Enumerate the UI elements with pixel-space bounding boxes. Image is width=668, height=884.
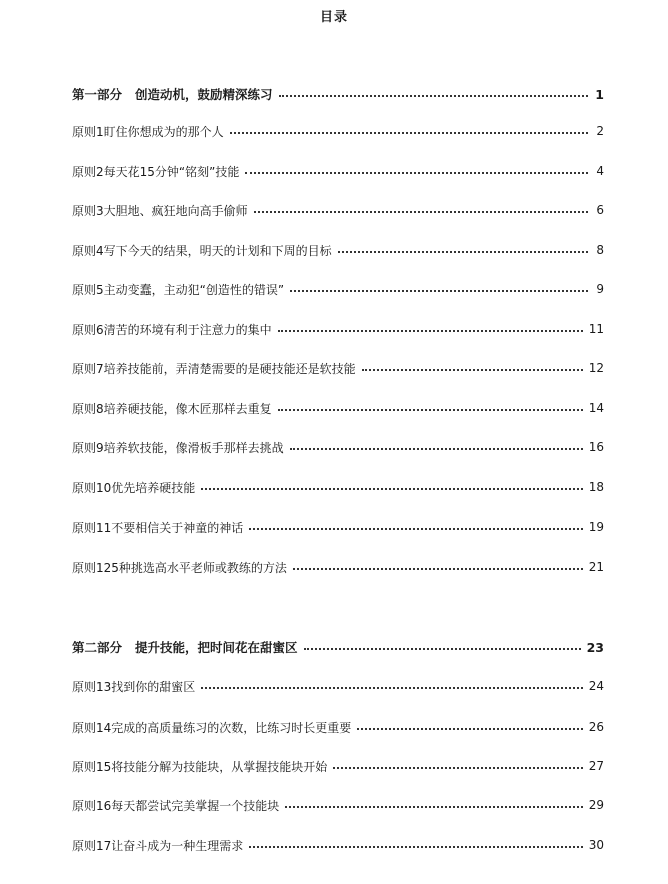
dot-leader [230, 131, 588, 134]
toc-title: 目录 [319, 10, 348, 25]
toc-entry[interactable] [72, 835, 604, 855]
toc-entry-label: 原则1盯住你想成为的那个人 [72, 124, 224, 139]
dot-leader [278, 329, 583, 332]
toc-page-number: 30 [588, 838, 604, 852]
toc-page-number: 12 [588, 361, 604, 375]
dot-leader [293, 567, 583, 570]
toc-entry-label: 原则14完成的高质量练习的次数，比练习时长更重要 [72, 720, 352, 735]
toc-entry-label: 原则17让奋斗成为一种生理需求 [72, 838, 244, 853]
dot-leader [201, 487, 582, 490]
toc-entry-label: 原则9培养软技能，像滑板手那样去挑战 [72, 440, 284, 455]
toc-entry-label: 原则2每天花15分钟“铭刻”技能 [72, 164, 240, 179]
dot-leader [290, 447, 583, 450]
toc-entry[interactable] [72, 756, 604, 776]
dot-leader [245, 171, 588, 174]
dot-leader [279, 94, 588, 97]
dot-leader [338, 250, 588, 253]
toc-page-number: 27 [588, 759, 604, 773]
dot-leader [304, 647, 581, 650]
toc-entry[interactable] [72, 795, 604, 815]
toc-page-number: 18 [588, 480, 604, 494]
toc-entry-label: 第二部分 提升技能，把时间花在甜蜜区 [72, 640, 298, 655]
toc-entry-label: 原则6清苦的环境有利于注意力的集中 [72, 322, 272, 337]
toc-page-number: 21 [588, 560, 604, 574]
toc-entry[interactable] [72, 517, 604, 537]
toc-page-number: 4 [596, 164, 604, 178]
dot-leader [278, 408, 583, 411]
toc-entry-label: 原则11不要相信关于神童的神话 [72, 520, 244, 535]
toc-page-number: 6 [596, 203, 604, 217]
toc-page-number: 8 [596, 243, 604, 257]
dot-leader [285, 805, 582, 808]
toc-entry-label: 原则5主动变蠢，主动犯“创造性的错误” [72, 282, 285, 297]
dot-leader [333, 766, 582, 769]
toc-part-heading[interactable] [72, 84, 604, 104]
dot-leader [362, 368, 583, 371]
dot-leader [357, 727, 582, 730]
toc-page-number: 16 [588, 440, 604, 454]
dot-leader [254, 210, 588, 213]
toc-entry[interactable] [72, 477, 604, 497]
toc-entry[interactable] [72, 358, 604, 378]
toc-entry-label: 原则3大胆地、疯狂地向高手偷师 [72, 203, 248, 218]
toc-page-number: 23 [586, 639, 604, 655]
toc-entry[interactable] [72, 437, 604, 457]
toc-entry-label: 原则4写下今天的结果，明天的计划和下周的目标 [72, 243, 332, 258]
toc-entry[interactable] [72, 717, 604, 737]
toc-entry-label: 原则125种挑选高水平老师或教练的方法 [72, 560, 287, 575]
toc-entry[interactable] [72, 279, 604, 299]
dot-leader [249, 527, 582, 530]
toc-page-number: 19 [588, 520, 604, 534]
toc-page-number: 9 [596, 282, 604, 296]
toc-entry-label: 原则8培养硬技能，像木匠那样去重复 [72, 401, 272, 416]
toc-entry[interactable] [72, 319, 604, 339]
toc-page-number: 24 [588, 679, 604, 693]
toc-entry[interactable] [72, 240, 604, 260]
toc-entry[interactable] [72, 676, 604, 696]
toc-entry[interactable] [72, 161, 604, 181]
toc-part-heading[interactable] [72, 637, 604, 657]
toc-page-number: 1 [595, 86, 604, 102]
toc-entry-label: 第一部分 创造动机，鼓励精深练习 [72, 87, 273, 102]
toc-page-number: 11 [588, 322, 604, 336]
dot-leader [201, 686, 582, 689]
toc-page-number: 14 [588, 401, 604, 415]
dot-leader [290, 289, 588, 292]
toc-entry[interactable] [72, 557, 604, 577]
toc-entry[interactable] [72, 200, 604, 220]
toc-entry-label: 原则15将技能分解为技能块，从掌握技能块开始 [72, 759, 328, 774]
dot-leader [249, 845, 582, 848]
toc-entry[interactable] [72, 398, 604, 418]
toc-page-number: 2 [596, 124, 604, 138]
toc-entry-label: 原则13找到你的甜蜜区 [72, 679, 196, 694]
toc-entry[interactable] [72, 121, 604, 141]
toc-page-number: 26 [588, 720, 604, 734]
toc-page-number: 29 [588, 798, 604, 812]
toc-entry-label: 原则16每天都尝试完美掌握一个技能块 [72, 798, 280, 813]
toc-entry-label: 原则7培养技能前，弄清楚需要的是硬技能还是软技能 [72, 361, 356, 376]
toc-entry-label: 原则10优先培养硬技能 [72, 480, 196, 495]
